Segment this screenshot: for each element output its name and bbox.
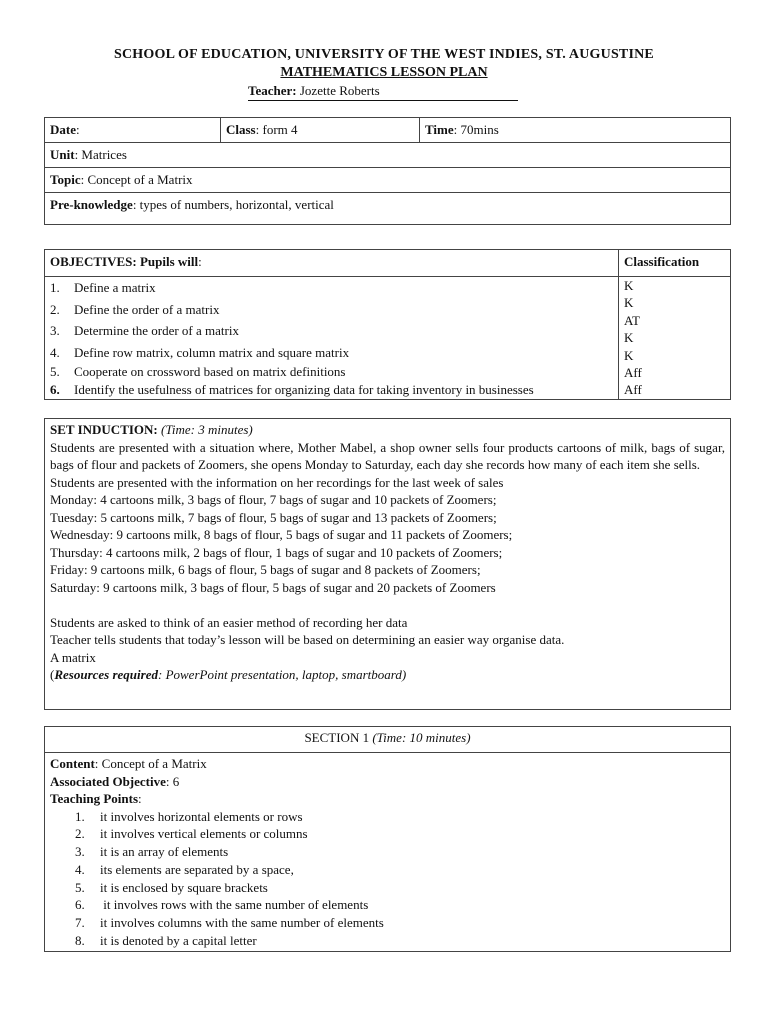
sales-day-saturday: Saturday: 9 cartoons milk, 3 bags of flour, 5 bags of sugar and 20 packets of Zoomers — [50, 579, 496, 595]
classification-item: AT — [624, 312, 640, 328]
date-label: Date — [50, 122, 76, 137]
teaching-point-text: its elements are separated by a space, — [100, 861, 294, 877]
set-induction-time: (Time: 3 minutes) — [161, 422, 253, 437]
teaching-point-number: 5. — [75, 879, 85, 895]
objective-item — [50, 320, 613, 342]
teaching-point — [75, 879, 725, 897]
objective-text: Determine the order of a matrix — [74, 323, 239, 338]
teaching-point — [75, 825, 725, 843]
school-heading: SCHOOL OF EDUCATION, UNIVERSITY OF THE WEST INDIES, ST. AUGUSTINE — [114, 47, 654, 62]
teaching-point-number: 6. — [75, 897, 85, 913]
classification-header — [619, 250, 731, 277]
associated-objective-value: : 6 — [165, 773, 180, 789]
objective-item — [50, 277, 613, 299]
set-induction-heading — [50, 421, 725, 439]
teaching-point — [75, 861, 725, 879]
teacher-name: Jozette Roberts — [296, 83, 380, 98]
info-row-pre-knowledge — [45, 193, 731, 225]
resources-value: : PowerPoint presentation, laptop, smartboard) — [157, 667, 407, 682]
info-row-date — [45, 118, 731, 143]
set-induction-teacher-tells: Teacher tells students that today’s lesson will be based on determining an easier way organise data. — [50, 632, 565, 647]
section-1-time: (Time: 10 minutes) — [372, 730, 471, 745]
teaching-point-text: it involves rows with the same number of elements — [100, 897, 369, 913]
resources-line — [50, 666, 725, 684]
teaching-point-text: it is enclosed by square brackets — [100, 879, 268, 895]
objective-text: Define the order of a matrix — [74, 301, 220, 317]
info-row-unit — [45, 143, 731, 168]
time-label: Time — [425, 122, 454, 137]
teacher-line — [248, 82, 518, 101]
teaching-point — [75, 932, 725, 950]
classification-header-label: Classification — [624, 254, 700, 269]
teaching-point-text: it involves columns with the same number of elements — [100, 915, 384, 931]
info-row-topic — [45, 168, 731, 193]
topic-cell — [45, 168, 731, 193]
objective-number: 1. — [50, 280, 60, 295]
teaching-point — [75, 914, 725, 932]
topic-label: Topic — [50, 172, 81, 187]
time-cell — [420, 118, 731, 143]
classification-item: K — [624, 278, 634, 293]
date-value: : — [76, 122, 80, 137]
set-induction-intro: Students are presented with a situation where, Mother Mabel, a shop owner sells four products cartoons of milk, bags of sugar, bags of flour and packets of Zoomers, she opens Monday to Saturday, each day she records how many of each item she sells. — [50, 439, 725, 472]
unit-label: Unit — [50, 147, 75, 162]
section-1-body — [45, 753, 730, 952]
class-cell — [221, 118, 420, 143]
pre-knowledge-label: Pre-knowledge — [50, 197, 133, 212]
teaching-point — [75, 843, 725, 861]
set-induction-presented: Students are presented with the information on her recordings for the last week of sales — [50, 474, 504, 490]
teaching-points-list — [50, 808, 725, 950]
section-1-title — [45, 727, 730, 753]
classification-item: Aff — [624, 364, 642, 380]
content-line — [50, 755, 725, 773]
content-label: Content — [50, 756, 95, 771]
sales-day-tuesday: Tuesday: 5 cartoons milk, 7 bags of flour, 5 bags of sugar and 13 packets of Zoomers; — [50, 509, 497, 525]
topic-value: : Concept of a Matrix — [80, 172, 193, 187]
teaching-point-number: 8. — [75, 933, 85, 949]
objective-item — [50, 363, 613, 380]
objective-number: 5. — [50, 364, 60, 379]
teaching-point-text: it is an array of elements — [100, 844, 229, 860]
teaching-point-number: 1. — [75, 808, 85, 824]
sales-day-monday: Monday: 4 cartoons milk, 3 bags of flour, 7 bags of sugar and 10 packets of Zoomers; — [50, 492, 497, 507]
objective-text: Define a matrix — [74, 280, 156, 295]
teaching-point-text: it is denoted by a capital letter — [100, 933, 257, 949]
classification-list — [624, 277, 725, 399]
teaching-point — [75, 896, 725, 914]
set-induction-section — [44, 418, 731, 710]
date-cell — [45, 118, 221, 143]
teaching-point — [75, 808, 725, 826]
objective-text: Cooperate on crossword based on matrix definitions — [74, 364, 346, 379]
objectives-header-colon: : — [198, 254, 202, 269]
objectives-header-label: OBJECTIVES: Pupils will — [50, 254, 199, 269]
objective-number: 4. — [50, 344, 60, 360]
teaching-point-number: 3. — [75, 844, 85, 860]
sales-day-thursday: Thursday: 4 cartoons milk, 2 bags of flour, 1 bags of sugar and 10 packets of Zoomers; — [50, 544, 503, 560]
time-value: : 70mins — [453, 122, 499, 137]
objective-number: 3. — [50, 323, 60, 338]
objectives-header-row — [45, 250, 731, 277]
set-induction-ask: Students are asked to think of an easier method of recording her data — [50, 614, 408, 630]
teaching-point-number: 4. — [75, 861, 85, 877]
objectives-table — [44, 249, 731, 400]
classification-item: K — [624, 347, 634, 363]
set-induction-a-matrix: A matrix — [50, 649, 96, 665]
objectives-list — [50, 277, 613, 399]
resources-label: Resources required — [54, 667, 158, 682]
set-induction-title: SET INDUCTION: — [50, 422, 158, 437]
section-1 — [44, 726, 731, 952]
objective-text: Identify the usefulness of matrices for organizing data for taking inventory in businesses — [74, 382, 534, 397]
info-table — [44, 117, 731, 225]
associated-objective-label: Associated Objective — [50, 773, 166, 789]
teaching-point-number: 2. — [75, 826, 85, 842]
teaching-points-label: Teaching Points — [50, 791, 139, 806]
unit-cell — [45, 143, 731, 168]
objective-text: Define row matrix, column matrix and square matrix — [74, 344, 350, 360]
classification-list-cell — [619, 277, 731, 400]
objective-item — [50, 342, 613, 364]
teaching-points-line — [50, 790, 725, 808]
classification-item: K — [624, 330, 634, 346]
associated-objective-line — [50, 773, 725, 791]
teaching-point-text: it involves horizontal elements or rows — [100, 808, 303, 824]
classification-item: Aff — [624, 382, 642, 398]
teaching-point-text: it involves vertical elements or columns — [100, 826, 308, 842]
plan-title-text: MATHEMATICS LESSON PLAN — [280, 65, 488, 80]
resources-open: ( — [50, 667, 55, 682]
pre-knowledge-cell — [45, 193, 731, 225]
section-1-title-text: SECTION 1 — [304, 730, 370, 745]
spacer — [50, 596, 725, 614]
teaching-points-colon: : — [138, 791, 142, 806]
sales-day-friday: Friday: 9 cartoons milk, 6 bags of flour, 5 bags of sugar and 8 packets of Zoomers; — [50, 562, 481, 577]
content-value: : Concept of a Matrix — [94, 756, 207, 771]
class-label: Class — [226, 122, 256, 137]
teaching-point-number: 7. — [75, 915, 85, 931]
sales-day-wednesday: Wednesday: 9 cartoons milk, 8 bags of flour, 5 bags of sugar and 11 packets of Zoomers; — [50, 527, 513, 542]
plan-title — [0, 64, 768, 82]
objective-item — [50, 380, 613, 399]
class-value: : form 4 — [255, 122, 298, 137]
objectives-body-row — [45, 277, 731, 400]
teacher-label: Teacher: — [248, 83, 297, 98]
objective-number: 6. — [50, 382, 60, 397]
pre-knowledge-value: : types of numbers, horizontal, vertical — [132, 197, 334, 212]
unit-value: : Matrices — [74, 147, 127, 162]
objective-number: 2. — [50, 301, 60, 317]
objective-item — [50, 299, 613, 321]
objectives-list-cell — [45, 277, 619, 400]
objectives-header — [45, 250, 619, 277]
classification-item: K — [624, 295, 634, 311]
